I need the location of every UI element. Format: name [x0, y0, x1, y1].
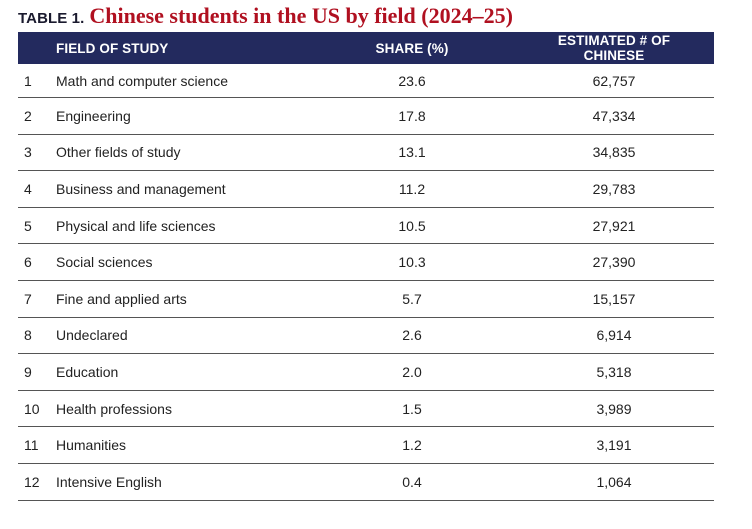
row-share: 17.8 [336, 98, 526, 135]
header-estimated: ESTIMATED # OF CHINESE [526, 32, 714, 64]
row-estimated: 3,191 [526, 427, 714, 464]
table-body [18, 64, 714, 500]
row-share: 23.6 [336, 64, 526, 98]
row-rank: 12 [18, 463, 56, 500]
row-rank: 3 [18, 134, 56, 171]
row-field: Undeclared [56, 317, 336, 354]
table-title-text: Chinese students in the US by field (2024–25) [89, 3, 513, 28]
row-estimated: 34,835 [526, 134, 714, 171]
table-header [18, 32, 714, 64]
header-rank [18, 32, 56, 64]
table-title [18, 3, 513, 29]
row-share: 2.6 [336, 317, 526, 354]
table-row [18, 427, 714, 464]
row-estimated: 6,914 [526, 317, 714, 354]
table-row [18, 317, 714, 354]
row-estimated: 47,334 [526, 98, 714, 135]
row-field: Health professions [56, 390, 336, 427]
row-rank: 11 [18, 427, 56, 464]
header-row [18, 32, 714, 64]
row-share: 10.3 [336, 244, 526, 281]
table-row [18, 98, 714, 135]
row-estimated: 15,157 [526, 280, 714, 317]
row-rank: 9 [18, 354, 56, 391]
row-estimated: 27,921 [526, 207, 714, 244]
data-table [18, 32, 714, 501]
row-estimated: 62,757 [526, 64, 714, 98]
header-field-of-study: FIELD OF STUDY [56, 32, 336, 64]
row-share: 11.2 [336, 171, 526, 208]
row-field: Social sciences [56, 244, 336, 281]
row-estimated: 27,390 [526, 244, 714, 281]
row-estimated: 29,783 [526, 171, 714, 208]
row-rank: 10 [18, 390, 56, 427]
row-estimated: 5,318 [526, 354, 714, 391]
row-field: Other fields of study [56, 134, 336, 171]
row-field: Education [56, 354, 336, 391]
row-field: Intensive English [56, 463, 336, 500]
row-field: Math and computer science [56, 64, 336, 98]
table-row [18, 207, 714, 244]
row-rank: 7 [18, 280, 56, 317]
table-row [18, 354, 714, 391]
row-share: 0.4 [336, 463, 526, 500]
table-row [18, 244, 714, 281]
row-rank: 4 [18, 171, 56, 208]
row-field: Engineering [56, 98, 336, 135]
row-estimated: 3,989 [526, 390, 714, 427]
header-share: SHARE (%) [336, 32, 526, 64]
row-rank: 2 [18, 98, 56, 135]
row-share: 13.1 [336, 134, 526, 171]
table-row [18, 390, 714, 427]
table-row [18, 134, 714, 171]
row-rank: 6 [18, 244, 56, 281]
row-share: 1.5 [336, 390, 526, 427]
row-field: Physical and life sciences [56, 207, 336, 244]
row-rank: 1 [18, 64, 56, 98]
row-estimated: 1,064 [526, 463, 714, 500]
row-share: 1.2 [336, 427, 526, 464]
row-field: Business and management [56, 171, 336, 208]
row-field: Humanities [56, 427, 336, 464]
row-field: Fine and applied arts [56, 280, 336, 317]
row-rank: 5 [18, 207, 56, 244]
table-number-label: TABLE 1. [18, 10, 85, 27]
table-row [18, 463, 714, 500]
row-share: 10.5 [336, 207, 526, 244]
row-share: 5.7 [336, 280, 526, 317]
row-rank: 8 [18, 317, 56, 354]
table-row [18, 64, 714, 98]
table-row [18, 280, 714, 317]
row-share: 2.0 [336, 354, 526, 391]
table-row [18, 171, 714, 208]
